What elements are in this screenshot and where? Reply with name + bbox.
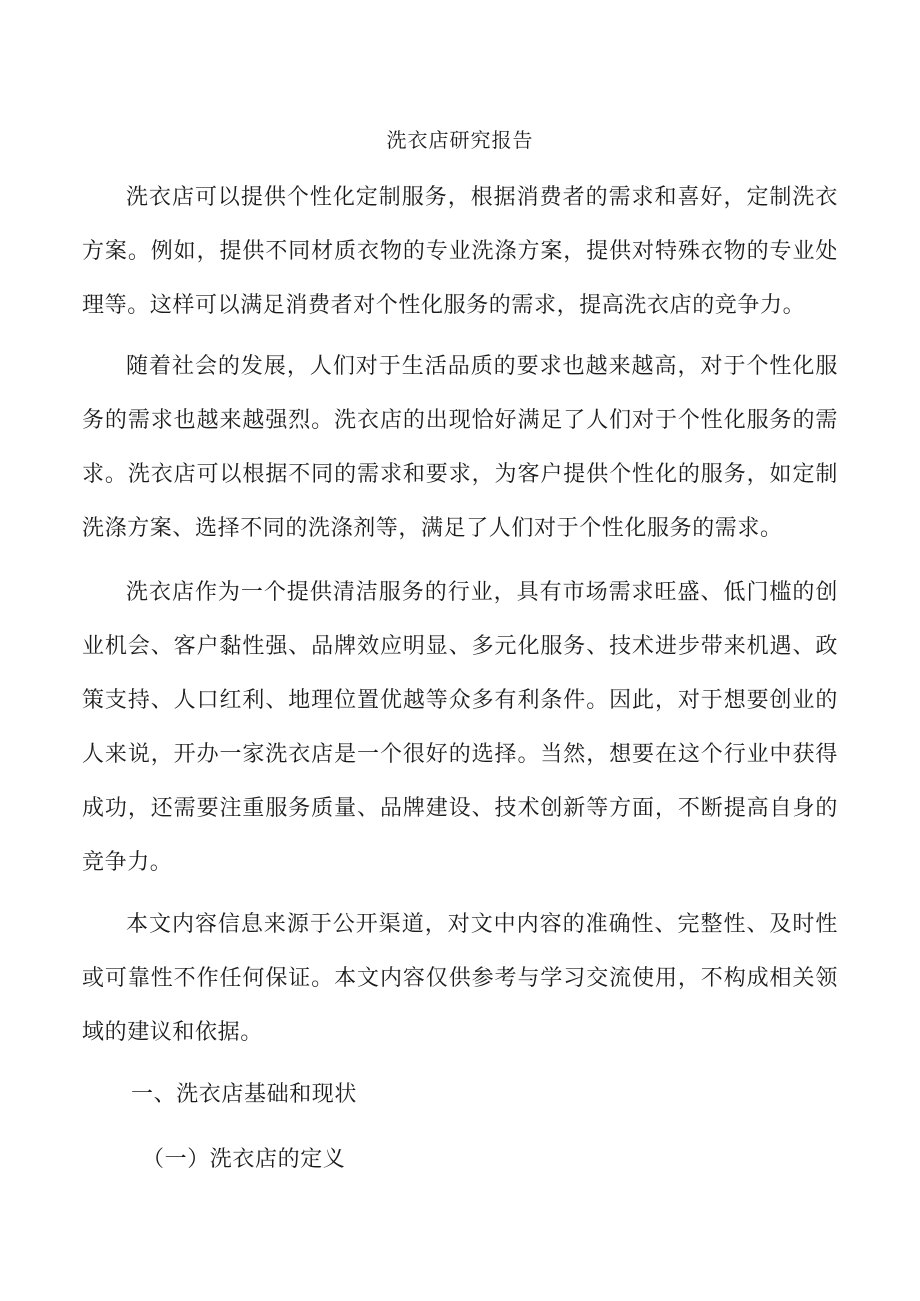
body-paragraph: 洗衣店作为一个提供清洁服务的行业，具有市场需求旺盛、低门槛的创业机会、客户黏性强、品牌效应明显、多元化服务、技术进步带来机遇、政策支持、人口红利、地理位置优越等众多有利条件。因此，对于想要创业的人来说，开办一家洗衣店是一个很好的选择。当然，想要在这个行业中获得成功，还需要注重服务质量、品牌建设、技术创新等方面，不断提高自身的竞争力。 <box>82 580 838 875</box>
section-heading: 一、洗衣店基础和现状 <box>131 1082 358 1107</box>
document-title: 洗衣店研究报告 <box>386 128 534 152</box>
body-paragraph: 洗衣店可以提供个性化定制服务，根据消费者的需求和喜好，定制洗衣方案。例如，提供不同材质衣物的专业洗涤方案，提供对特殊衣物的专业处理等。这样可以满足消费者对个性化服务的需求，提高洗衣店的竞争力。 <box>82 185 838 318</box>
body-paragraph: 随着社会的发展，人们对于生活品质的要求也越来越高，对于个性化服务的需求也越来越强烈。洗衣店的出现恰好满足了人们对于个性化服务的需求。洗衣店可以根据不同的需求和要求，为客户提供个性化的服务，如定制洗涤方案、选择不同的洗涤剂等，满足了人们对于个性化服务的需求。 <box>82 354 838 541</box>
subsection-heading: （一）洗衣店的定义 <box>142 1147 346 1172</box>
disclaimer-paragraph: 本文内容信息来源于公开渠道，对文中内容的准确性、完整性、及时性或可靠性不作任何保证。本文内容仅供参考与学习交流使用，不构成相关领域的建议和依据。 <box>82 912 838 1045</box>
